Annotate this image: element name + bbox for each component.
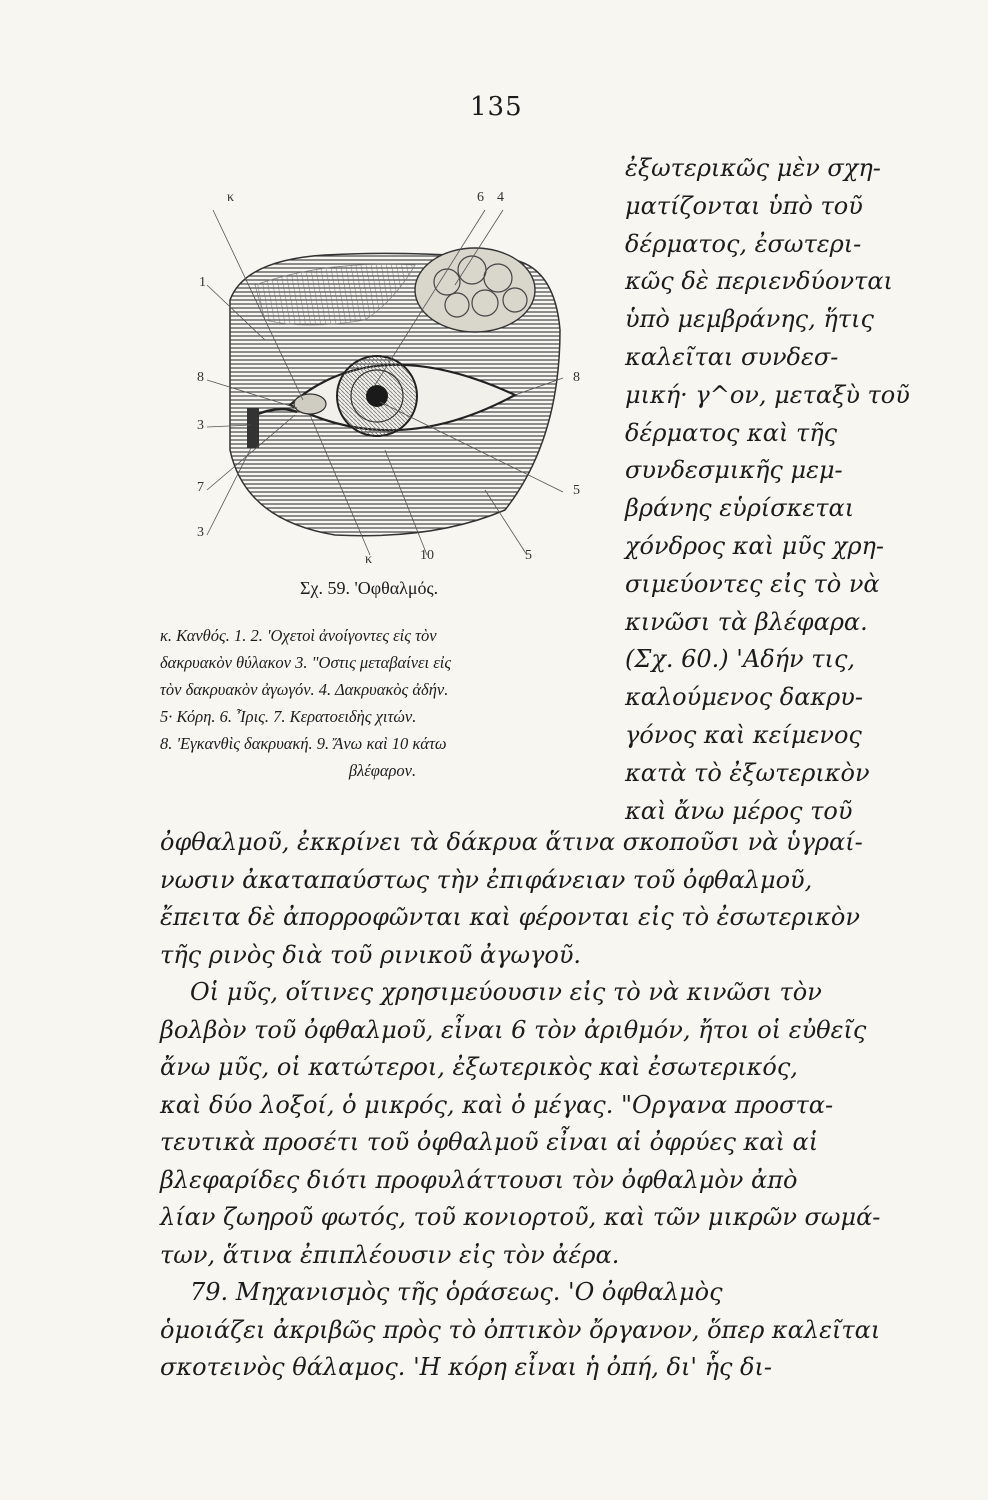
section-heading-line: 79. Μηχανισμὸς τῆς ὁράσεως. 'Ο ὀφθαλμὸς	[190, 1278, 723, 1306]
legend-line: τὸν δακρυακὸν ἀγωγόν. 4. Δακρυακὸς ἀδήν.	[160, 680, 449, 699]
label-10: 10	[420, 548, 434, 563]
eye-figure	[185, 190, 615, 580]
text-line: καὶ ἄνω μέρος τοῦ	[625, 796, 853, 825]
legend-line: βλέφαρον.	[348, 761, 417, 780]
text-line: καλούμενος δακρυ-	[625, 683, 863, 712]
text-line: βράνης εὑρίσκεται	[625, 494, 855, 523]
legend-line: 8. 'Εγκανθὶς δακρυακή. 9. Ἄνω καὶ 10 κάτω	[160, 734, 447, 753]
text-line: λίαν ζωηροῦ φωτός, τοῦ κονιορτοῦ, καὶ τῶν μικρῶν σωμά-	[160, 1203, 881, 1231]
text-line: τῆς ρινὸς διὰ τοῦ ρινικοῦ ἀγωγοῦ.	[160, 940, 582, 969]
text-line: κινῶσι τὰ βλέφαρα.	[625, 607, 868, 636]
label-5-right: 5	[573, 483, 580, 498]
caruncle	[294, 394, 326, 414]
right-column-text	[625, 150, 910, 830]
text-line: κατὰ τὸ ἐξωτερικὸν	[625, 758, 870, 787]
text-line: ματίζονται ὑπὸ τοῦ	[625, 191, 863, 220]
text-line: ὁμοιάζει ἀκριβῶς πρὸς τὸ ὀπτικὸν ὄργανον, ὅπερ καλεῖται	[160, 1315, 881, 1344]
lacrimal-sac	[247, 408, 259, 448]
label-k-bottom: κ	[365, 552, 373, 567]
text-line: δέρματος, ἐσωτερι-	[625, 229, 862, 258]
label-3-b: 3	[197, 525, 204, 540]
eye-illustration	[185, 190, 615, 580]
text-line: ἄνω μῦς, οἱ κατώτεροι, ἐξωτερικὸς καὶ ἐσωτερικός,	[160, 1053, 798, 1081]
label-6: 6	[477, 190, 484, 205]
figure-legend	[160, 622, 605, 784]
pupil	[366, 385, 388, 407]
label-3-a: 3	[197, 418, 204, 433]
text-line: μική· γ^ον, μεταξὺ τοῦ	[625, 380, 910, 409]
text-line: σιμεύοντες εἰς τὸ νὰ	[625, 569, 880, 598]
label-8-left: 8	[197, 370, 204, 385]
label-8-right: 8	[573, 370, 580, 385]
label-k-top: κ	[227, 190, 235, 205]
text-line: καὶ δύο λοξοί, ὁ μικρός, καὶ ὁ μέγας. "Οργανα προστα-	[160, 1090, 834, 1119]
text-line: βολβὸν τοῦ ὀφθαλμοῦ, εἶναι 6 τὸν ἀριθμόν, ἤτοι οἱ εὐθεῖς	[160, 1015, 867, 1044]
text-line: ἔπειτα δὲ ἀπορροφῶνται καὶ φέρονται εἰς τὸ ἐσωτερικὸν	[160, 903, 860, 931]
text-line: καλεῖται συνδεσ-	[625, 342, 839, 371]
legend-line: κ. Κανθός. 1. 2. 'Οχετοὶ ἀνοίγοντες εἰς τὸν	[160, 626, 437, 645]
legend-line: δακρυακὸν θύλακον 3. "Οστις μεταβαίνει εἰς	[160, 653, 452, 672]
label-5-bottom: 5	[525, 548, 532, 563]
label-1: 1	[199, 275, 206, 290]
lacrimal-gland	[415, 248, 535, 332]
text-line: (Σχ. 60.) 'Αδήν τις,	[625, 645, 856, 674]
label-4: 4	[497, 190, 504, 205]
text-line: τευτικὰ προσέτι τοῦ ὀφθαλμοῦ εἶναι αἱ ὀφρύες καὶ αἱ	[160, 1128, 819, 1156]
text-line: γόνος καὶ κείμενος	[625, 720, 862, 749]
legend-line: 5· Κόρη. 6. Ἶρις. 7. Κερατοειδὴς χιτών.	[160, 707, 417, 726]
text-line: ὑπὸ μεμβράνης, ἥτις	[625, 305, 874, 334]
text-line: κῶς δὲ περιενδύονται	[625, 267, 893, 296]
text-line: χόνδρος καὶ μῦς χρη-	[625, 531, 885, 560]
text-line: ὀφθαλμοῦ, ἐκκρίνει τὰ δάκρυα ἅτινα σκοποῦσι νὰ ὑγραί-	[160, 828, 863, 856]
text-line: των, ἅτινα ἐπιπλέουσιν εἰς τὸν ἀέρα.	[160, 1240, 620, 1269]
text-line: σκοτεινὸς θάλαμος. 'Η κόρη εἶναι ἡ ὀπή, δι' ἧς δι-	[160, 1353, 773, 1381]
main-text	[160, 824, 885, 1387]
text-line: δέρματος καὶ τῆς	[625, 418, 838, 447]
text-line: συνδεσμικῆς μεμ-	[625, 456, 843, 485]
text-line: νωσιν ἀκαταπαύστως τὴν ἐπιφάνειαν τοῦ ὀφθαλμοῦ,	[160, 865, 813, 894]
label-7: 7	[197, 480, 204, 495]
text-line: Οἱ μῦς, οἵτινες χρησιμεύουσιν εἰς τὸ νὰ κινῶσι τὸν	[190, 978, 822, 1006]
text-line: βλεφαρίδες διότι προφυλάττουσι τὸν ὀφθαλμὸν ἀπὸ	[160, 1165, 798, 1194]
page-number: 135	[470, 92, 523, 122]
text-line: ἐξωτερικῶς μὲν σχη-	[625, 154, 881, 182]
figure-caption: Σχ. 59. 'Οφθαλμός.	[300, 578, 439, 598]
